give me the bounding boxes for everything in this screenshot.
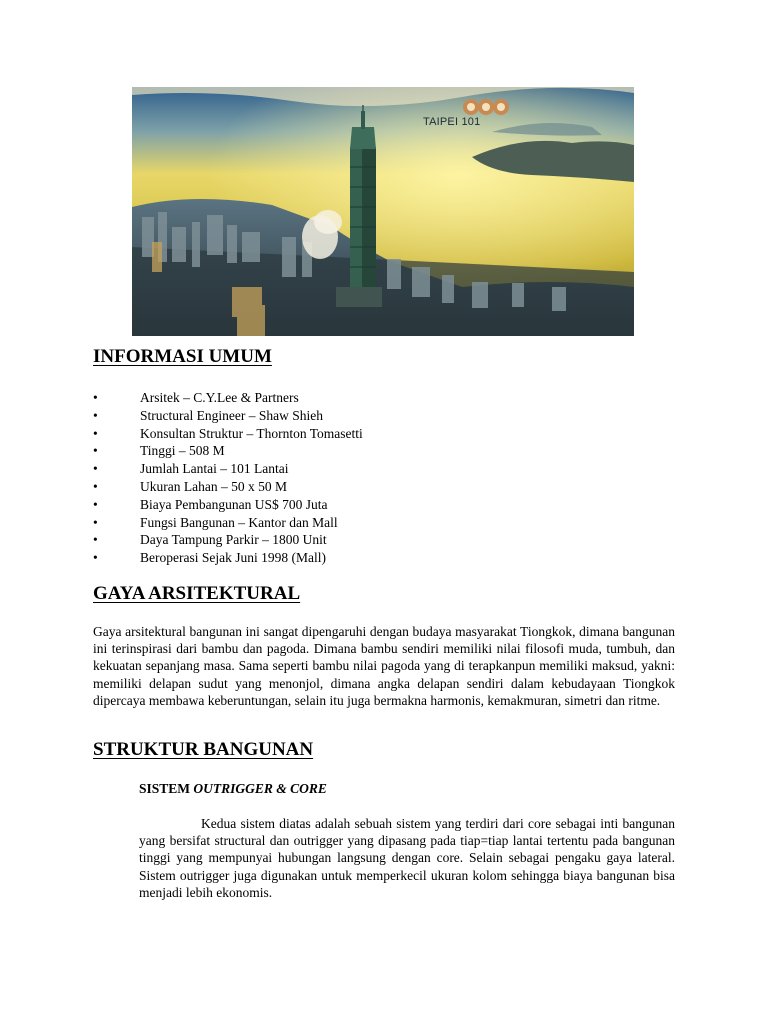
subheading-italic: OUTRIGGER & CORE — [193, 781, 327, 796]
bullet-icon: • — [93, 496, 98, 512]
list-item-text: Daya Tampung Parkir – 1800 Unit — [140, 532, 327, 548]
subheading-prefix: SISTEM — [139, 781, 194, 796]
list-item-text: Ukuran Lahan – 50 x 50 M — [140, 478, 287, 494]
list-item — [93, 389, 363, 407]
taipei-101-logo-text: TAIPEI 101 — [423, 116, 481, 128]
list-item-text: Fungsi Bangunan – Kantor dan Mall — [140, 514, 338, 530]
bullet-icon: • — [93, 443, 98, 459]
list-item-text: Structural Engineer – Shaw Shieh — [140, 407, 323, 423]
heading-informasi-umum: INFORMASI UMUM — [93, 346, 272, 367]
list-item-text: Jumlah Lantai – 101 Lantai — [140, 461, 289, 477]
list-item — [93, 478, 363, 496]
bullet-icon: • — [93, 461, 98, 477]
list-item-text: Tinggi – 508 M — [140, 443, 225, 459]
list-item — [93, 531, 363, 549]
city-skyline-illustration — [132, 87, 634, 336]
paragraph-struktur: Kedua sistem diatas adalah sebuah sistem yang terdiri dari core sebagai inti bangunan yang bersifat structural dan outrigger yang dipasang pada tiap=tiap lantai tertentu pada bangunan tinggi yang mempunyai hubungan langsung dengan core. Selain sebagai pengaku gaya lateral. Sistem outrigger juga digunakan untuk memperkecil ukuran kolom sehingga biaya bangunan bisa menjadi lebih ekonomis. — [139, 816, 675, 900]
list-item — [93, 496, 363, 514]
bullet-icon: • — [93, 407, 98, 423]
subheading-sistem-outrigger — [139, 781, 327, 797]
list-item — [93, 425, 363, 443]
paragraph-gaya-arsitektural: Gaya arsitektural bangunan ini sangat dipengaruhi dengan budaya masyarakat Tiongkok, dimana bangunan ini terinspirasi dari bambu dan pagoda. Dimana bambu sendiri memiliki nilai filosofi muda, tumbuh, dan kekuatan sepanjang masa. Sama seperti bambu nilai pagoda yang di terapkanpun memiliki maksud, yakni: memiliki delapan sudut yang menonjol, dimana angka delapan sendiri dalam kebudayaan Tiongkok dipercaya membawa keberuntungan, selain itu juga bermakna harmonis, kemakmuran, simetri dan ritme. — [93, 624, 675, 708]
bullet-icon: • — [93, 478, 98, 494]
list-item — [93, 514, 363, 532]
taipei-101-logo-icon — [463, 99, 509, 115]
bullet-icon: • — [93, 390, 98, 405]
list-item — [93, 407, 363, 425]
list-item-text: Konsultan Struktur – Thornton Tomasetti — [140, 425, 363, 441]
list-item — [93, 460, 363, 478]
heading-struktur-bangunan: STRUKTUR BANGUNAN — [93, 739, 314, 760]
taipei-101-photo — [132, 87, 634, 336]
list-item-text: Beroperasi Sejak Juni 1998 (Mall) — [140, 550, 326, 566]
bullet-icon: • — [93, 425, 98, 441]
list-item-text: Arsitek – C.Y.Lee & Partners — [140, 390, 299, 405]
list-item — [93, 549, 363, 567]
bullet-icon: • — [93, 550, 98, 566]
heading-gaya-arsitektural: GAYA ARSITEKTURAL — [93, 583, 301, 604]
bullet-icon: • — [93, 532, 98, 548]
list-item-text: Biaya Pembangunan US$ 700 Juta — [140, 496, 328, 512]
bullet-icon: • — [93, 514, 98, 530]
info-list — [93, 389, 363, 567]
list-item — [93, 442, 363, 460]
